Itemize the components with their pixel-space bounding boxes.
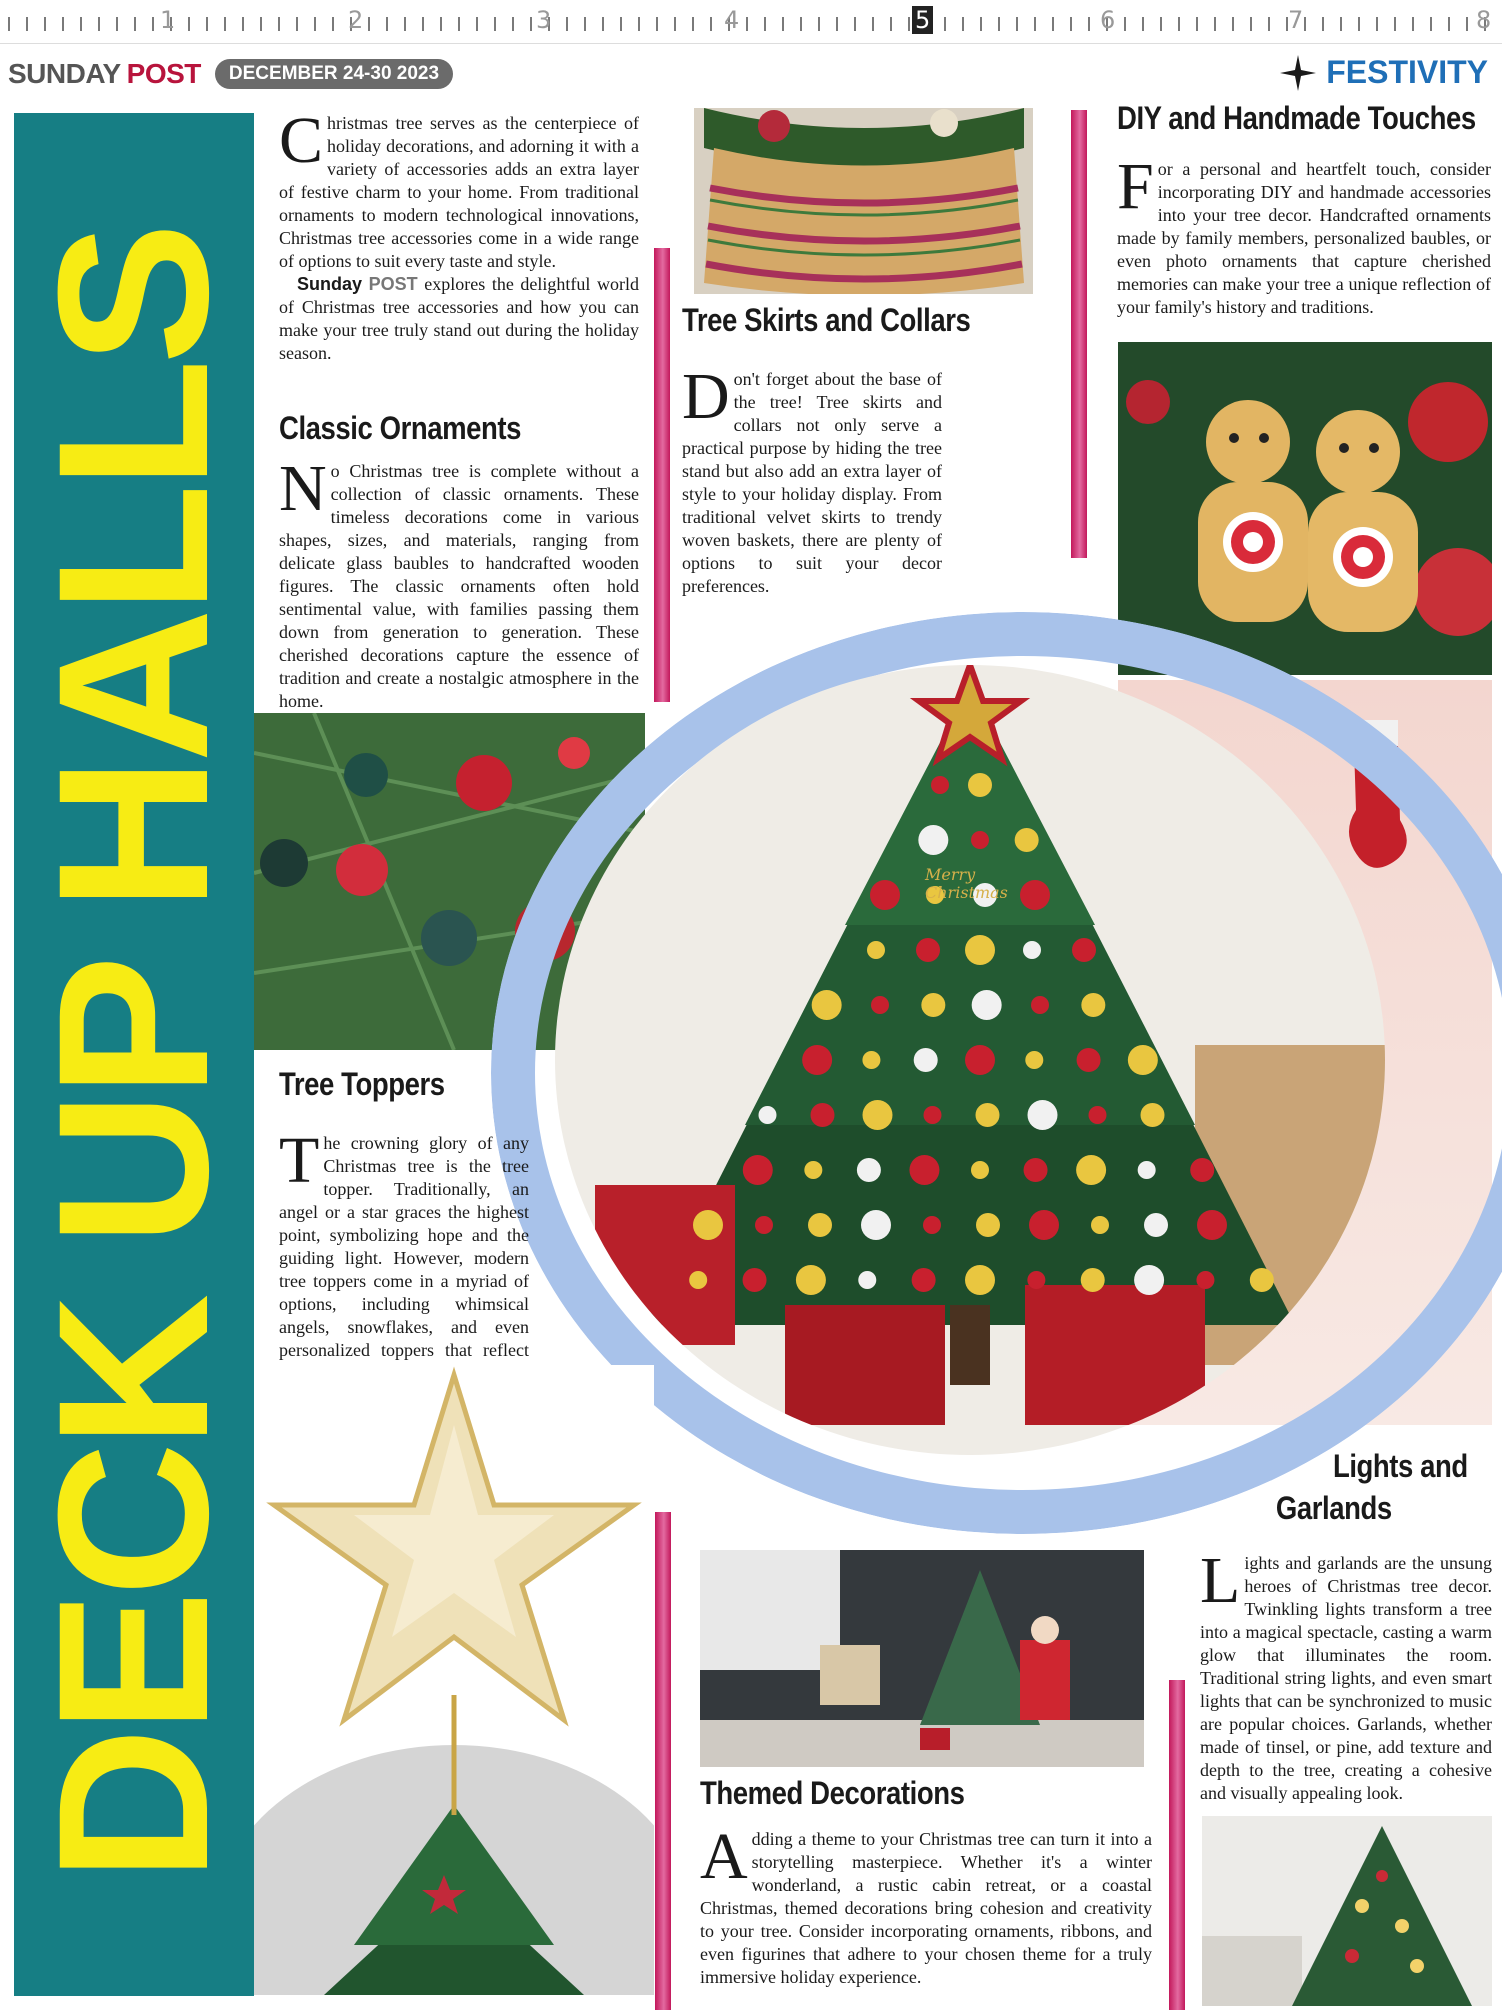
ruler-tick xyxy=(1232,17,1234,31)
ruler-tick xyxy=(566,17,568,31)
ruler-tick xyxy=(422,17,424,31)
diy-column xyxy=(1117,150,1491,319)
tree-bauble xyxy=(1072,938,1096,962)
classic-text: o Christmas tree is complete without a collection of classic ornaments. These timeless decorations come in various shapes, sizes, and materials, ranging from delicate glass baubles to handcrafted wooden figures. The classic ornaments often hold sentimental value, with families passing them down from generation to generation. These cherished decorations capture the essence of tradition and create a nostalgic atmosphere in the home. xyxy=(279,461,639,711)
ruler-tick xyxy=(440,17,442,31)
ruler-tick xyxy=(386,17,388,31)
tree-bauble xyxy=(870,880,900,910)
lights-heading-line2: Garlands xyxy=(1276,1490,1392,1526)
ruler-tick xyxy=(1322,17,1324,31)
brand-logo xyxy=(8,58,201,90)
tree-bauble xyxy=(858,1271,876,1289)
tree-bauble xyxy=(1023,941,1041,959)
ruler-tick xyxy=(836,17,838,31)
ruler-tick xyxy=(764,17,766,31)
ruler-tick xyxy=(1160,17,1162,31)
ruler-tick xyxy=(710,17,712,31)
tree-bauble xyxy=(1031,996,1049,1014)
tree-bauble xyxy=(862,1051,880,1069)
ruler-tick xyxy=(638,17,640,31)
ruler-tick xyxy=(1070,17,1072,31)
toppers-dropcap: T xyxy=(279,1124,320,1197)
tree-bauble xyxy=(1020,880,1050,910)
skirts-column xyxy=(682,360,942,598)
tree-bauble xyxy=(918,825,948,855)
ruler-tick xyxy=(674,17,676,31)
ruler-tick xyxy=(890,17,892,31)
themed-text: dding a theme to your Christmas tree can turn it into a storytelling masterpiece. Whether it's a winter wonderland, a rustic cabin retreat, or a coastal Christmas, themed decorations bring cohesion and creativity to your tree. Consider incorporating ornaments, ribbons, and even figurines that adhere to your chosen theme for a truly immersive holiday experience. xyxy=(700,1829,1152,1987)
tree-bauble xyxy=(971,831,989,849)
diy-text: or a personal and heartfelt touch, consider incorporating DIY and handmade accessories into your tree decor. Handcrafted ornaments made by family members, personalized baubles, or even photo ornaments that capture cherished memories can make your tree a unique reflection of your family's history and traditions. xyxy=(1117,159,1491,317)
accent-bar xyxy=(1169,1680,1185,2010)
ruler-tick xyxy=(494,17,496,31)
tree-bauble xyxy=(912,1268,936,1292)
ruler-tick xyxy=(206,17,208,31)
tree-bauble xyxy=(689,1271,707,1289)
ruler-tick xyxy=(854,17,856,31)
ruler-tick xyxy=(944,17,946,31)
skirts-heading: Tree Skirts and Collars xyxy=(682,302,971,338)
ruler-tick xyxy=(1448,17,1450,31)
tree-bauble xyxy=(863,1100,893,1130)
ruler-tick xyxy=(1376,17,1378,31)
masthead xyxy=(8,54,453,94)
tree-bauble xyxy=(1081,1268,1105,1292)
ruler-tick xyxy=(332,17,334,31)
toppers-text: he crowning glory of any Christmas tree is the tree topper. Traditionally, an angel or a star graces the highest point, symbolizing hope and the guiding light. However, modern tree toppers come in a myriad of options, including whimsical angels, snowflakes, and even personalized toppers that reflect xyxy=(279,1133,529,1360)
merry-text: Merry xyxy=(925,865,976,884)
ruler-number: 7 xyxy=(1288,6,1304,34)
tree-bauble xyxy=(1091,1216,1109,1234)
tree-bauble xyxy=(972,990,1002,1020)
tree-bauble xyxy=(1134,1265,1164,1295)
ruler-tick xyxy=(1124,17,1126,31)
ruler-number: 3 xyxy=(536,6,552,34)
accent-bar xyxy=(1071,110,1087,558)
tree-bauble xyxy=(1025,1051,1043,1069)
section-title: FESTIVITY xyxy=(1326,54,1488,90)
tree-bauble xyxy=(1144,1213,1168,1237)
ruler-tick xyxy=(872,17,874,31)
ruler-tick xyxy=(962,17,964,31)
tree-bauble xyxy=(971,1161,989,1179)
ruler-tick xyxy=(692,17,694,31)
issue-date: DECEMBER 24-30 2023 xyxy=(215,59,453,89)
skirts-dropcap: D xyxy=(682,360,730,433)
ruler-tick xyxy=(1430,17,1432,31)
tree-bauble xyxy=(965,1045,995,1075)
tree-bauble xyxy=(871,996,889,1014)
tree-bauble xyxy=(1024,1158,1048,1182)
themed-heading: Themed Decorations xyxy=(700,1775,965,1811)
ruler-tick xyxy=(1196,17,1198,31)
tree-bauble xyxy=(976,1103,1000,1127)
classic-column xyxy=(279,452,639,713)
diy-dropcap: F xyxy=(1117,150,1154,223)
themed-dropcap: A xyxy=(700,1820,748,1893)
star-topper-illustration xyxy=(254,1365,654,1995)
intro-column xyxy=(279,104,640,365)
ruler-tick xyxy=(584,17,586,31)
brand-sunday: SUNDAY xyxy=(8,58,121,89)
tree-bauble xyxy=(1128,1045,1158,1075)
ruler-tick xyxy=(98,17,100,31)
tree-bauble xyxy=(693,1210,723,1240)
ruler-tick xyxy=(1016,17,1018,31)
ruler-tick xyxy=(368,17,370,31)
ruler-tick xyxy=(458,17,460,31)
tree-bauble xyxy=(976,1213,1000,1237)
tree-bauble xyxy=(808,1213,832,1237)
ruler-tick xyxy=(8,17,10,31)
ruler-tick xyxy=(656,17,658,31)
ruler-tick xyxy=(818,17,820,31)
lights-dropcap: L xyxy=(1200,1544,1241,1617)
tree-bauble xyxy=(1197,1210,1227,1240)
ruler-tick xyxy=(1358,17,1360,31)
ruler-number: 8 xyxy=(1476,6,1492,34)
ruler-tick xyxy=(1178,17,1180,31)
gingerbread-illustration xyxy=(1118,342,1492,675)
ruler-tick xyxy=(134,17,136,31)
ruler-tick xyxy=(998,17,1000,31)
tree-bauble xyxy=(1015,828,1039,852)
ruler-tick xyxy=(1214,17,1216,31)
tree-bauble xyxy=(1089,1106,1107,1124)
ruler-tick xyxy=(1466,17,1468,31)
ruler-tick xyxy=(1304,17,1306,31)
page-ruler xyxy=(0,0,1502,44)
intro-text: hristmas tree serves as the centerpiece of holiday decorations, and adorning it with a variety of accessories adds an extra layer of festive charm to your home. From traditional ornaments to modern technological innovations, Christmas tree accessories come in a wide range of options to suit every taste and style. xyxy=(279,113,639,271)
ruler-tick xyxy=(746,17,748,31)
ruler-tick xyxy=(1250,17,1252,31)
ruler-number: 2 xyxy=(348,6,364,34)
christmas-text: Christmas xyxy=(925,883,1008,902)
ruler-tick xyxy=(530,17,532,31)
tree-bauble xyxy=(1076,1155,1106,1185)
ruler-tick xyxy=(800,17,802,31)
tree-bauble xyxy=(923,1216,941,1234)
ruler-tick xyxy=(44,17,46,31)
ruler-tick xyxy=(980,17,982,31)
tree-bauble xyxy=(968,773,992,797)
tree-bauble xyxy=(796,1265,826,1295)
tree-bauble xyxy=(1250,1268,1274,1292)
title-banner xyxy=(14,113,254,1996)
tree-skirt-photo xyxy=(694,108,1033,294)
tree-bauble xyxy=(755,1216,773,1234)
tree-bauble xyxy=(1077,1048,1101,1072)
tree-bauble xyxy=(857,1158,881,1182)
lights-illustration xyxy=(1202,1816,1492,2006)
compass-star-icon xyxy=(1280,55,1316,91)
tree-bauble xyxy=(1196,1271,1214,1289)
tree-bauble xyxy=(861,1210,891,1240)
ruler-tick xyxy=(602,17,604,31)
tree-bauble xyxy=(812,990,842,1020)
tree-bauble xyxy=(804,1161,822,1179)
ruler-tick xyxy=(80,17,82,31)
tree-bauble xyxy=(965,1265,995,1295)
christmas-tree-photo xyxy=(555,665,1385,1455)
page-headline: DECK UP HALLS xyxy=(14,227,253,1882)
ruler-tick xyxy=(260,17,262,31)
intro-dropcap: C xyxy=(279,104,324,177)
tree-bauble xyxy=(909,1155,939,1185)
tree-bauble xyxy=(1141,1103,1165,1127)
intro-text2: explores the delightful world of Christmas tree accessories and how you can make your tree truly stand out during the holiday season. xyxy=(279,274,640,363)
tree-bauble xyxy=(1138,1161,1156,1179)
section-label xyxy=(1280,54,1488,91)
toppers-heading: Tree Toppers xyxy=(279,1066,445,1102)
ruler-tick xyxy=(476,17,478,31)
tree-bauble xyxy=(965,935,995,965)
ruler-tick xyxy=(62,17,64,31)
tree-bauble xyxy=(1190,1158,1214,1182)
tree-bauble xyxy=(811,1103,835,1127)
ruler-tick xyxy=(278,17,280,31)
accent-bar xyxy=(654,248,670,702)
ruler-tick xyxy=(1268,17,1270,31)
intro-brand-sunday: Sunday xyxy=(297,274,363,294)
ruler-tick xyxy=(404,17,406,31)
classic-heading: Classic Ornaments xyxy=(279,410,522,446)
ruler-tick xyxy=(1340,17,1342,31)
lights-text: ights and garlands are the unsung heroes of Christmas tree decor. Twinkling lights transform a tree into a magical spectacle, casting a warm glow that illuminates the room. Traditional string lights, and even smart lights that can be synchronized to music are popular choices. Garlands, whether made of tinsel, or pine, add texture and depth to the tree, creating a cohesive and visually appealing look. xyxy=(1200,1553,1492,1803)
ruler-tick xyxy=(152,17,154,31)
ruler-number: 6 xyxy=(1100,6,1116,34)
lights-column xyxy=(1200,1544,1492,1805)
tree-bauble xyxy=(916,938,940,962)
tree-bauble xyxy=(802,1045,832,1075)
tree-bauble xyxy=(921,993,945,1017)
basket-illustration xyxy=(694,108,1033,294)
brand-post: POST xyxy=(126,58,201,89)
intro-brand-post: POST xyxy=(368,274,418,294)
gingerbread-photo xyxy=(1118,342,1492,675)
tree-bauble xyxy=(931,776,949,794)
ruler-tick xyxy=(1142,17,1144,31)
ruler-tick xyxy=(1394,17,1396,31)
ruler-tick xyxy=(620,17,622,31)
accent-bar xyxy=(655,1512,671,2010)
ruler-number: 5 xyxy=(912,6,933,34)
lights-heading-line1: Lights and xyxy=(1333,1448,1468,1484)
classic-dropcap: N xyxy=(279,452,327,525)
ruler-tick xyxy=(512,17,514,31)
tree-bauble xyxy=(914,1048,938,1072)
diy-heading: DIY and Handmade Touches xyxy=(1117,100,1476,136)
tree-bauble xyxy=(743,1155,773,1185)
ruler-tick xyxy=(296,17,298,31)
tree-bauble xyxy=(1081,993,1105,1017)
tree-bauble xyxy=(759,1106,777,1124)
tree-bauble xyxy=(1028,1100,1058,1130)
ruler-tick xyxy=(26,17,28,31)
skirts-text: on't forget about the base of the tree! Tree skirts and collars not only serve a practical purpose by hiding the tree stand but also add an extra layer of style to your holiday display. From traditional velvet skirts to trendy woven baskets, there are plenty of options to suit your decor preferences. xyxy=(682,369,942,596)
tree-bauble xyxy=(1029,1210,1059,1240)
tree-bauble xyxy=(924,1106,942,1124)
ruler-tick xyxy=(224,17,226,31)
themed-column xyxy=(700,1820,1152,1989)
themed-illustration xyxy=(700,1550,1144,1767)
ruler-tick xyxy=(1034,17,1036,31)
tree-bauble xyxy=(867,941,885,959)
ruler-tick xyxy=(242,17,244,31)
ruler-tick xyxy=(1052,17,1054,31)
lights-photo xyxy=(1202,1816,1492,2006)
tree-bauble xyxy=(1027,1271,1045,1289)
ruler-number: 4 xyxy=(724,6,740,34)
ruler-tick xyxy=(116,17,118,31)
ruler-tick xyxy=(782,17,784,31)
tree-bauble xyxy=(743,1268,767,1292)
star-topper-photo xyxy=(254,1365,654,1995)
ruler-tick xyxy=(1088,17,1090,31)
ruler-tick xyxy=(314,17,316,31)
themed-photo xyxy=(700,1550,1144,1767)
ruler-tick xyxy=(1412,17,1414,31)
ruler-tick xyxy=(188,17,190,31)
ruler-number: 1 xyxy=(160,6,176,34)
tree-illustration xyxy=(555,665,1385,1455)
intro-para2 xyxy=(279,273,639,365)
ruler-tick xyxy=(908,17,910,31)
